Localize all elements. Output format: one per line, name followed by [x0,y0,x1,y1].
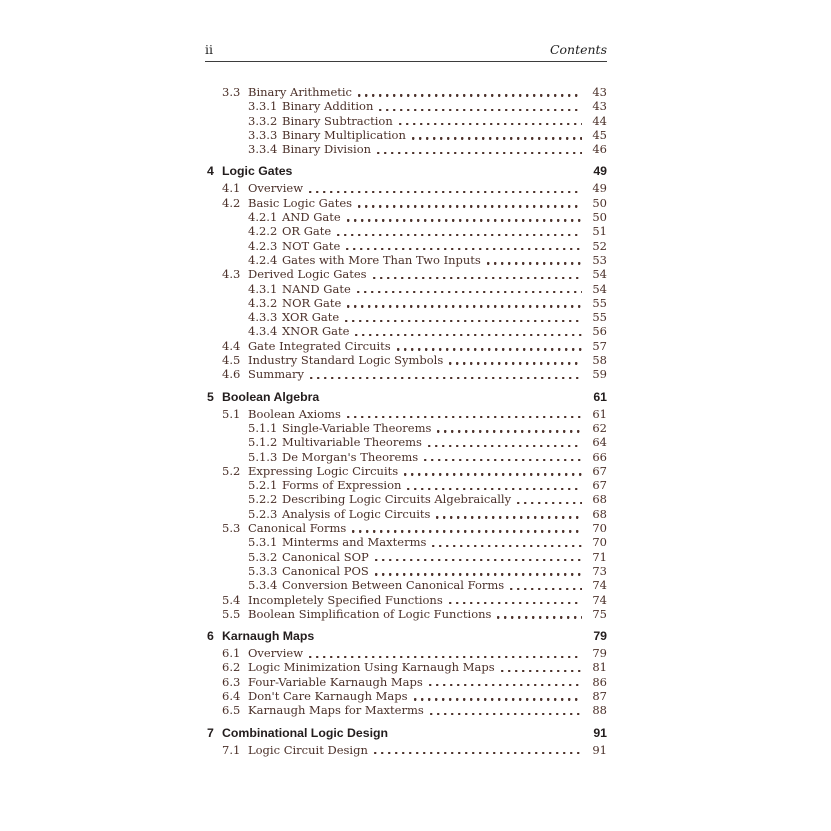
dot-leader [346,248,582,250]
toc-entry-link[interactable] [205,593,607,607]
entry-number: 6.1 [222,646,241,661]
dot-leader [347,219,582,221]
entry-title: Logic Minimization Using Karnaugh Maps [248,660,495,675]
dot-leader [399,123,582,125]
toc-block [205,726,607,757]
entry-page-number: 57 [592,338,607,353]
dot-leader [309,191,582,193]
dot-leader [449,362,582,364]
entry-number: 4.5 [222,353,241,368]
entry-title: XNOR Gate [282,324,350,339]
entry-title: XOR Gate [282,310,340,325]
entry-number: 4.2.3 [248,238,278,253]
entry-number: 4.2 [222,195,241,210]
entry-number: 4.3.4 [248,324,278,339]
dot-leader [357,291,582,293]
dot-leader [437,430,582,432]
entry-number: 5.3.3 [248,563,278,578]
entry-number: 3.3.1 [248,99,278,114]
toc-entry-link[interactable] [205,607,607,621]
entry-number: 5.2.3 [248,506,278,521]
entry-title: Canonical Forms [248,521,347,536]
entry-page-number: 81 [592,660,607,675]
entry-title: Don't Care Karnaugh Maps [248,688,408,703]
entry-number: 5.3 [222,521,241,536]
entry-number: 4.3.3 [248,310,278,325]
entry-number: 5.3.1 [248,535,278,550]
entry-number: 6.3 [222,674,241,689]
dot-leader [347,305,582,307]
entry-number: 5.2 [222,463,241,478]
entry-number: 4.4 [222,338,241,353]
dot-leader [432,545,582,547]
entry-page-number: 58 [592,353,607,368]
entry-page-number: 64 [592,435,607,450]
toc-entry-link[interactable] [205,703,607,717]
toc-entry-link[interactable] [205,99,607,113]
entry-page-number: 53 [592,252,607,267]
dot-leader [352,530,582,532]
entry-number: 5.1.3 [248,449,278,464]
entry-title: Four-Variable Karnaugh Maps [248,674,423,689]
toc [205,85,607,757]
toc-entry-link[interactable] [205,296,607,310]
entry-page-number: 70 [592,535,607,550]
toc-block [205,390,607,621]
dot-leader [375,559,582,561]
toc-entry-link[interactable] [205,689,607,703]
entry-number: 4.6 [222,367,241,382]
chapter-number: 4 [207,164,214,179]
entry-page-number: 51 [592,224,607,239]
chapter-title: Karnaugh Maps [222,629,315,644]
toc-entry-link[interactable] [205,128,607,142]
entry-title: Logic Circuit Design [248,742,368,757]
chapter-number: 6 [207,629,214,644]
toc-entry-link[interactable] [205,450,607,464]
entry-page-number: 88 [592,703,607,718]
entry-title: Binary Multiplication [282,127,406,142]
entry-page-number: 91 [592,742,607,757]
entry-title: De Morgan's Theorems [282,449,419,464]
entry-number: 3.3.4 [248,142,278,157]
entry-number: 5.1.2 [248,435,278,450]
toc-entry-link[interactable] [205,578,607,592]
entry-title: Analysis of Logic Circuits [282,506,431,521]
dot-leader [429,684,582,686]
toc-entry-link[interactable] [205,675,607,689]
page-header [205,42,607,62]
entry-page-number: 74 [592,578,607,593]
toc-entry-link[interactable] [205,407,607,421]
dot-leader [373,277,582,279]
chapter-page-number: 91 [593,725,607,740]
toc-chapter-link[interactable] [205,390,607,405]
entry-number: 5.1.1 [248,420,278,435]
entry-title: Derived Logic Gates [248,267,367,282]
entry-title: NAND Gate [282,281,351,296]
toc-chapter-link[interactable] [205,726,607,741]
entry-page-number: 44 [592,113,607,128]
entry-page-number: 79 [592,646,607,661]
dot-leader [379,109,582,111]
entry-page-number: 86 [592,674,607,689]
toc-entry-link[interactable] [205,253,607,267]
entry-title: Expressing Logic Circuits [248,463,399,478]
entry-title: OR Gate [282,224,332,239]
entry-page-number: 74 [592,592,607,607]
entry-number: 4.2.4 [248,252,278,267]
toc-chapter-link[interactable] [205,164,607,179]
toc-entry-link[interactable] [205,421,607,435]
entry-number: 4.2.1 [248,210,278,225]
toc-entry-link[interactable] [205,646,607,660]
dot-leader [375,573,582,575]
entry-title: Gate Integrated Circuits [248,338,391,353]
dot-leader [347,416,582,418]
toc-entry-link[interactable] [205,550,607,564]
toc-entry-link[interactable] [205,114,607,128]
chapter-page-number: 49 [593,164,607,179]
entry-number: 3.3.3 [248,127,278,142]
dot-leader [355,334,582,336]
dot-leader [510,588,582,590]
dot-leader [358,205,582,207]
entry-title: Binary Addition [282,99,374,114]
entry-page-number: 43 [592,99,607,114]
entry-title: Single-Variable Theorems [282,420,432,435]
entry-number: 4.3 [222,267,241,282]
entry-page-number: 49 [592,181,607,196]
entry-title: Describing Logic Circuits Algebraically [282,492,512,507]
entry-page-number: 45 [592,127,607,142]
entry-page-number: 55 [592,295,607,310]
entry-number: 6.2 [222,660,241,675]
entry-number: 6.5 [222,703,241,718]
dot-leader [501,670,582,672]
dot-leader [436,516,582,518]
toc-entry-link[interactable] [205,267,607,281]
toc-entry-link[interactable] [205,239,607,253]
chapter-page-number: 79 [593,629,607,644]
toc-chapter-link[interactable] [205,629,607,644]
dot-leader [412,137,582,139]
toc-entry-link[interactable] [205,85,607,99]
entry-number: 3.3 [222,85,241,99]
toc-entry-link[interactable] [205,196,607,210]
entry-page-number: 54 [592,281,607,296]
toc-entry-link[interactable] [205,660,607,674]
entry-number: 4.1 [222,181,241,196]
entry-number: 5.2.1 [248,478,278,493]
entry-title: Binary Arithmetic [248,85,352,99]
entry-title: Incompletely Specified Functions [248,592,443,607]
dot-leader [449,602,582,604]
entry-page-number: 50 [592,210,607,225]
entry-number: 5.1 [222,406,241,421]
dot-leader [517,502,582,504]
chapter-number: 5 [207,389,214,404]
entry-title: Forms of Expression [282,478,402,493]
entry-number: 5.5 [222,606,241,621]
toc-entry-link[interactable] [205,324,607,338]
entry-page-number: 55 [592,310,607,325]
entry-page-number: 71 [592,549,607,564]
toc-block [205,85,607,156]
toc-entry-link[interactable] [205,521,607,535]
toc-entry-link[interactable] [205,142,607,156]
dot-leader [397,348,582,350]
entry-title: Overview [248,646,304,661]
entry-title: Boolean Simplification of Logic Functions [248,606,492,621]
entry-title: Conversion Between Canonical Forms [282,578,505,593]
entry-title: NOR Gate [282,295,342,310]
toc-entry-link[interactable] [205,367,607,381]
entry-title: Summary [248,367,304,382]
page-number: ii [205,42,213,57]
entry-page-number: 43 [592,85,607,99]
entry-title: AND Gate [282,210,341,225]
entry-number: 5.4 [222,592,241,607]
entry-title: Overview [248,181,304,196]
entry-page-number: 87 [592,688,607,703]
entry-page-number: 68 [592,492,607,507]
dot-leader [345,320,582,322]
entry-title: Minterms and Maxterms [282,535,427,550]
entry-number: 5.3.2 [248,549,278,564]
entry-number: 4.3.2 [248,295,278,310]
entry-page-number: 61 [592,406,607,421]
chapter-title: Combinational Logic Design [222,725,389,740]
dot-leader [430,713,582,715]
toc-entry-link[interactable] [205,224,607,238]
entry-page-number: 56 [592,324,607,339]
entry-number: 4.3.1 [248,281,278,296]
entry-page-number: 67 [592,463,607,478]
toc-entry-link[interactable] [205,564,607,578]
dot-leader [414,698,582,700]
chapter-page-number: 61 [593,389,607,404]
entry-number: 5.3.4 [248,578,278,593]
dot-leader [407,488,582,490]
entry-title: NOT Gate [282,238,341,253]
toc-entry-link[interactable] [205,310,607,324]
dot-leader [428,445,582,447]
entry-number: 3.3.2 [248,113,278,128]
dot-leader [309,656,582,658]
toc-entry-link[interactable] [205,478,607,492]
entry-title: Binary Subtraction [282,113,393,128]
dot-leader [487,262,582,264]
entry-title: Canonical SOP [282,549,369,564]
toc-entry-link[interactable] [205,435,607,449]
chapter-title: Boolean Algebra [222,389,320,404]
entry-page-number: 46 [592,142,607,157]
entry-page-number: 59 [592,367,607,382]
toc-entry-link[interactable] [205,282,607,296]
entry-page-number: 52 [592,238,607,253]
running-title: Contents [549,42,607,57]
entry-title: Canonical POS [282,563,369,578]
entry-number: 4.2.2 [248,224,278,239]
entry-title: Industry Standard Logic Symbols [248,353,444,368]
dot-leader [497,616,582,618]
entry-title: Boolean Axioms [248,406,341,421]
toc-entry-link[interactable] [205,535,607,549]
entry-title: Basic Logic Gates [248,195,353,210]
entry-page-number: 70 [592,521,607,536]
chapter-title: Logic Gates [222,164,293,179]
entry-page-number: 50 [592,195,607,210]
dot-leader [374,752,582,754]
entry-number: 7.1 [222,742,241,757]
entry-page-number: 54 [592,267,607,282]
dot-leader [404,473,582,475]
toc-entry-link[interactable] [205,464,607,478]
entry-title: Karnaugh Maps for Maxterms [248,703,424,718]
entry-page-number: 66 [592,449,607,464]
toc-entry-link[interactable] [205,743,607,757]
toc-entry-link[interactable] [205,210,607,224]
dot-leader [310,377,582,379]
entry-page-number: 75 [592,606,607,621]
entry-page-number: 67 [592,478,607,493]
toc-entry-link[interactable] [205,353,607,367]
entry-page-number: 68 [592,506,607,521]
toc-entry-link[interactable] [205,339,607,353]
chapter-number: 7 [207,725,214,740]
toc-entry-link[interactable] [205,181,607,195]
entry-page-number: 62 [592,420,607,435]
entry-page-number: 73 [592,563,607,578]
entry-title: Binary Division [282,142,372,157]
toc-entry-link[interactable] [205,492,607,506]
toc-block [205,629,607,717]
toc-entry-link[interactable] [205,507,607,521]
dot-leader [358,94,582,96]
entry-title: Multivariable Theorems [282,435,422,450]
entry-title: Gates with More Than Two Inputs [282,252,481,267]
dot-leader [337,234,582,236]
dot-leader [377,152,582,154]
entry-number: 5.2.2 [248,492,278,507]
toc-block [205,164,607,381]
entry-number: 6.4 [222,688,241,703]
dot-leader [424,459,582,461]
